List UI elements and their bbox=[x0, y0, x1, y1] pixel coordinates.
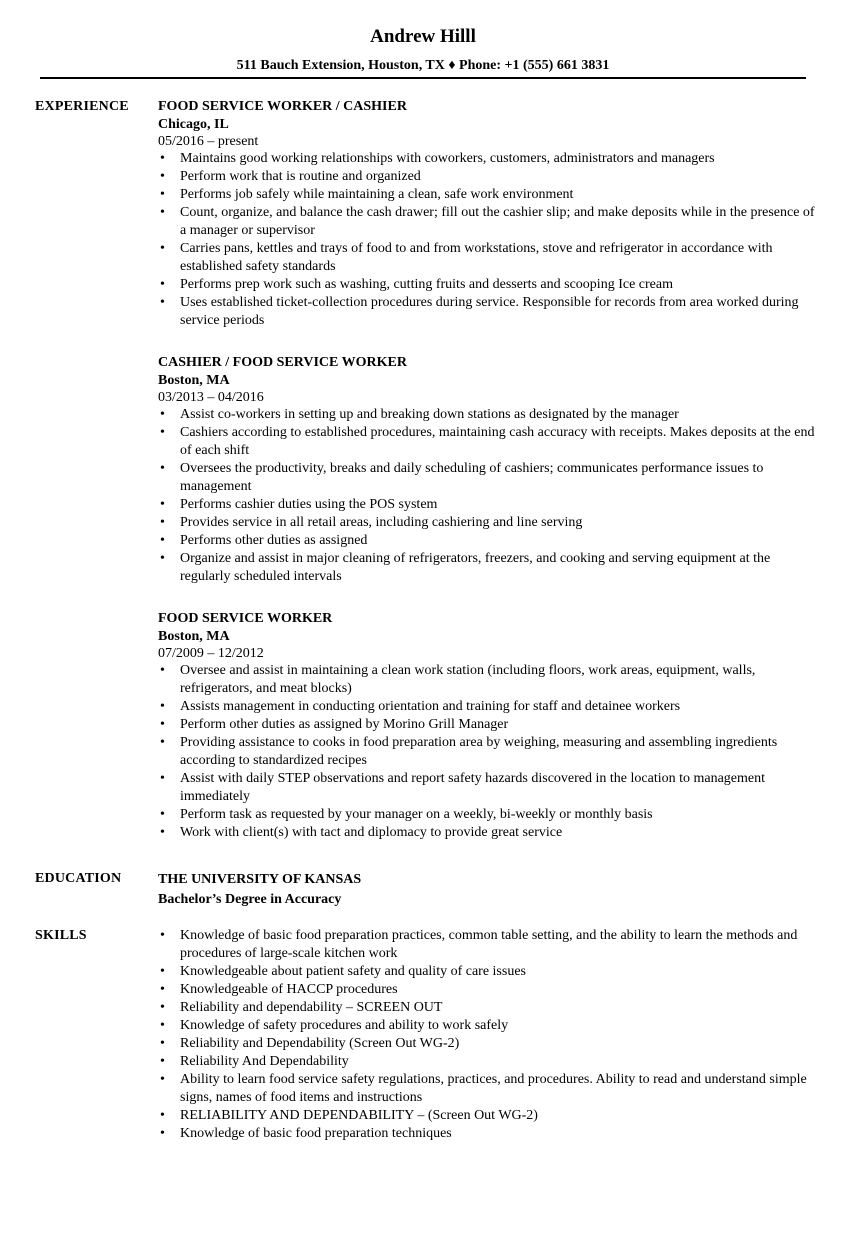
contact-line: 511 Bauch Extension, Houston, TX ♦ Phone: +1 (555) 661 3831 bbox=[236, 58, 610, 73]
list-item: • Reliability and Dependability (Screen Out WG-2) bbox=[158, 1035, 818, 1053]
list-item: • Organize and assist in major cleaning of refrigerators, freezers, and cooking and serving equipment at the regularly scheduled intervals bbox=[158, 550, 818, 586]
experience-body bbox=[158, 98, 818, 842]
skills-heading: SKILLS bbox=[35, 928, 87, 943]
job-dates: 03/2013 – 04/2016 bbox=[158, 390, 264, 405]
education-body bbox=[158, 870, 818, 910]
list-item: • Oversee and assist in maintaining a clean work station (including floors, work areas, equipment, walls, refrigerators, and meat blocks) bbox=[158, 662, 818, 698]
candidate-name: Andrew Hilll bbox=[370, 26, 476, 47]
job-duties-list bbox=[158, 406, 818, 586]
list-item: • Reliability and dependability – SCREEN OUT bbox=[158, 999, 818, 1017]
job-dates: 07/2009 – 12/2012 bbox=[158, 646, 264, 661]
job-title: FOOD SERVICE WORKER bbox=[158, 611, 333, 626]
experience-heading: EXPERIENCE bbox=[35, 99, 129, 114]
list-item: • Performs job safely while maintaining a clean, safe work environment bbox=[158, 186, 818, 204]
list-item: • RELIABILITY AND DEPENDABILITY – (Screen Out WG-2) bbox=[158, 1107, 818, 1125]
list-item: • Maintains good working relationships with coworkers, customers, administrators and managers bbox=[158, 150, 818, 168]
resume-header bbox=[40, 24, 806, 75]
list-item: • Provides service in all retail areas, including cashiering and line serving bbox=[158, 514, 818, 532]
list-item: • Assist with daily STEP observations and report safety hazards discovered in the location to management immediately bbox=[158, 770, 818, 806]
job-entry bbox=[158, 354, 818, 586]
list-item: • Oversees the productivity, breaks and daily scheduling of cashiers; communicates performance issues to management bbox=[158, 460, 818, 496]
skills-list bbox=[158, 927, 818, 1143]
list-item: • Knowledgeable about patient safety and quality of care issues bbox=[158, 963, 818, 981]
header-divider bbox=[40, 77, 806, 79]
list-item: • Ability to learn food service safety regulations, practices, and procedures. Ability to read and understand simple signs, names of food items and instructions bbox=[158, 1071, 818, 1107]
list-item: • Performs cashier duties using the POS system bbox=[158, 496, 818, 514]
job-entry bbox=[158, 610, 818, 842]
list-item: • Carries pans, kettles and trays of food to and from workstations, stove and refrigerator in accordance with established safety standards bbox=[158, 240, 818, 276]
list-item: • Reliability And Dependability bbox=[158, 1053, 818, 1071]
list-item: • Providing assistance to cooks in food preparation area by weighing, measuring and assembling ingredients according to standardized recipes bbox=[158, 734, 818, 770]
list-item: • Assists management in conducting orientation and training for staff and detainee workers bbox=[158, 698, 818, 716]
job-location: Boston, MA bbox=[158, 629, 230, 644]
list-item: • Knowledge of safety procedures and ability to work safely bbox=[158, 1017, 818, 1035]
job-dates: 05/2016 – present bbox=[158, 134, 259, 149]
school-name: THE UNIVERSITY OF KANSAS bbox=[158, 872, 362, 887]
list-item: • Knowledge of basic food preparation practices, common table setting, and the ability to learn the methods and procedures of large-scale kitchen work bbox=[158, 927, 818, 963]
job-title: FOOD SERVICE WORKER / CASHIER bbox=[158, 99, 407, 114]
job-location: Boston, MA bbox=[158, 373, 230, 388]
list-item: • Uses established ticket-collection procedures during service. Responsible for records from area worked during service periods bbox=[158, 294, 818, 330]
list-item: • Perform task as requested by your manager on a weekly, bi-weekly or monthly basis bbox=[158, 806, 818, 824]
job-title: CASHIER / FOOD SERVICE WORKER bbox=[158, 355, 407, 370]
list-item: • Work with client(s) with tact and diplomacy to provide great service bbox=[158, 824, 818, 842]
list-item: • Performs prep work such as washing, cutting fruits and desserts and scooping Ice cream bbox=[158, 276, 818, 294]
education-heading: EDUCATION bbox=[35, 871, 122, 886]
list-item: • Perform work that is routine and organized bbox=[158, 168, 818, 186]
list-item: • Count, organize, and balance the cash drawer; fill out the cashier slip; and make deposits while in the presence of a manager or supervisor bbox=[158, 204, 818, 240]
job-duties-list bbox=[158, 662, 818, 842]
degree: Bachelor’s Degree in Accuracy bbox=[158, 892, 342, 907]
list-item: • Performs other duties as assigned bbox=[158, 532, 818, 550]
list-item: • Perform other duties as assigned by Morino Grill Manager bbox=[158, 716, 818, 734]
list-item: • Assist co-workers in setting up and breaking down stations as designated by the manager bbox=[158, 406, 818, 424]
job-entry bbox=[158, 98, 818, 330]
job-location: Chicago, IL bbox=[158, 117, 229, 132]
skills-body bbox=[158, 927, 818, 1143]
list-item: • Cashiers according to established procedures, maintaining cash accuracy with receipts. Makes deposits at the end of each shift bbox=[158, 424, 818, 460]
list-item: • Knowledgeable of HACCP procedures bbox=[158, 981, 818, 999]
list-item: • Knowledge of basic food preparation techniques bbox=[158, 1125, 818, 1143]
job-duties-list bbox=[158, 150, 818, 330]
